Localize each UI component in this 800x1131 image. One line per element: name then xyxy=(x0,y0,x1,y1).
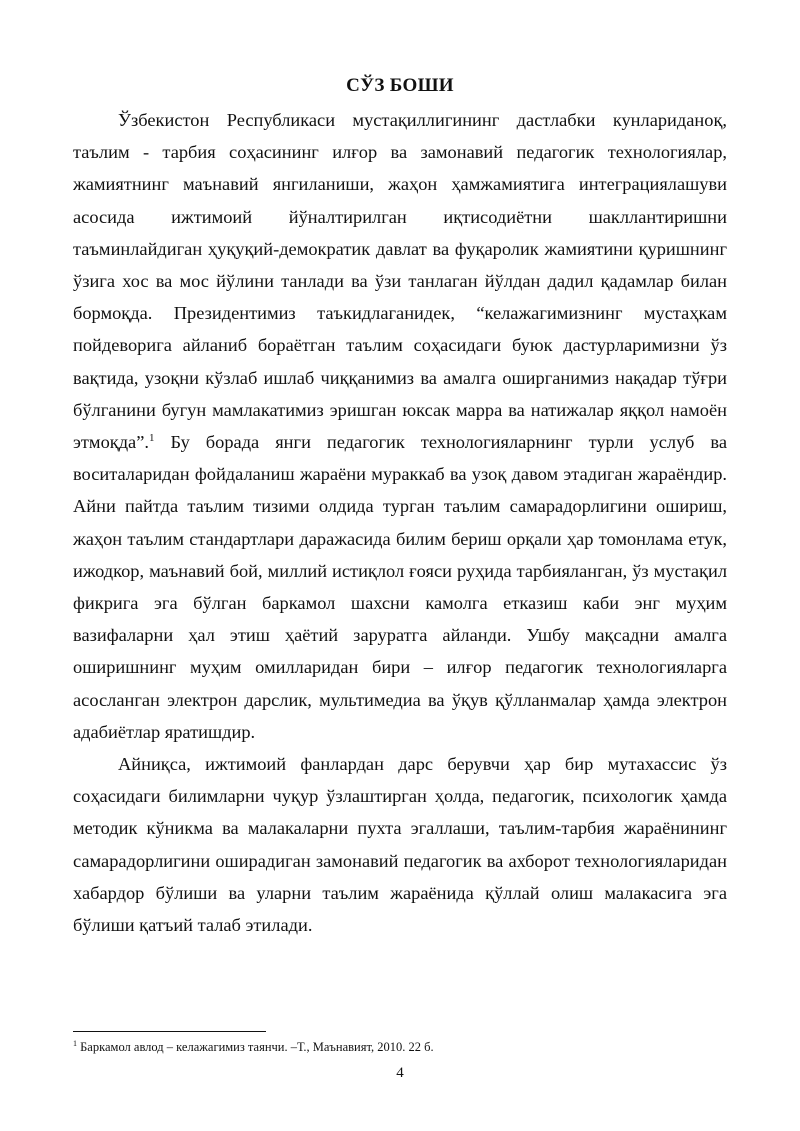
footnote-area xyxy=(73,1031,727,1055)
page-number: 4 xyxy=(396,1065,404,1081)
paragraph-1-text-a: Ўзбекистон Республикаси мустақиллигининг дастлабки кунлариданоқ, таълим - тарбия соҳасининг илғор ва замонавий педагогик технологиялар, жамиятнинг маънавий янгиланиши, жаҳон ҳамжамиятига интеграциялашуви асосида ижтимоий йўналтирилган иқтисодиётни шакллантиришни таъминлайдиган ҳуқуқий-демократик давлат ва фуқаролик жамиятини қуришнинг ўзига хос ва мос йўлини танлади ва ўзи танлаган йўлдан дадил қадамлар билан бормоқда. Президентимиз таъкидлаганидек, “келажагимизнинг мустаҳкам пойдеворига айланиб бораётган таълим соҳасидаги буюк дастурларимизни ўз вақтида, узоқни кўзлаб ишлаб чиққанимиз ва амалга оширганимиз нақадар тўғри бўлганини бугун мамлакатимиз эришган юксак марра ва натижалар яққол намоён этмоқда”. xyxy=(73,110,727,453)
paragraph-2: Айниқса, ижтимоий фанлардан дарс берувчи ҳар бир мутахассис ўз соҳасидаги билимларни чуқур ўзлаштирган ҳолда, педагогик, психологик ҳамда методик кўникма ва малакаларни пухта эгаллаши, таълим-тарбия жараёнининг самарадорлигини оширадиган замонавий педагогик ва ахборот технологияларидан хабардор бўлиши ва уларни таълим жараёнида қўллай олиш малакасига эга бўлиши қатъий талаб этилади. xyxy=(73,754,727,936)
footnote-reference[interactable]: 1 xyxy=(148,431,155,444)
footnote xyxy=(73,1039,727,1055)
paragraph-1-text-b: Бу борада янги педагогик технологияларнинг турли услуб ва воситаларидан фойдаланиш жараёни мураккаб ва узоқ давом этадиган жараёндир. Айни пайтда таълим тизими олдида турган таълим самарадорлигини ошириш, жаҳон таълим стандартлари даражасида билим бериш орқали ҳар томонлама етук, ижодкор, маънавий бой, миллий истиқлол ғояси руҳида тарбияланган, ўз мустақил фикрига эга бўлган баркамол шахсни камолга етказиш каби энг муҳим вазифаларни ҳал этиш ҳаётий заруратга айланди. Ушбу мақсадни амалга оширишнинг муҳим омилларидан бири – илғор педагогик технологияларга асосланган электрон дарслик, мультимедиа ва ўқув қўлланмалар ҳамда электрон адабиётлар яратишдир. xyxy=(73,432,727,742)
paragraph-1 xyxy=(73,104,727,748)
footnote-text: Баркамол авлод – келажагимиз таянчи. –Т., Маънавият, 2010. 22 б. xyxy=(77,1040,434,1054)
footnote-divider xyxy=(73,1031,266,1032)
footnote-marker: 1 xyxy=(73,1038,77,1048)
page-title: СЎЗ БОШИ xyxy=(346,75,454,96)
